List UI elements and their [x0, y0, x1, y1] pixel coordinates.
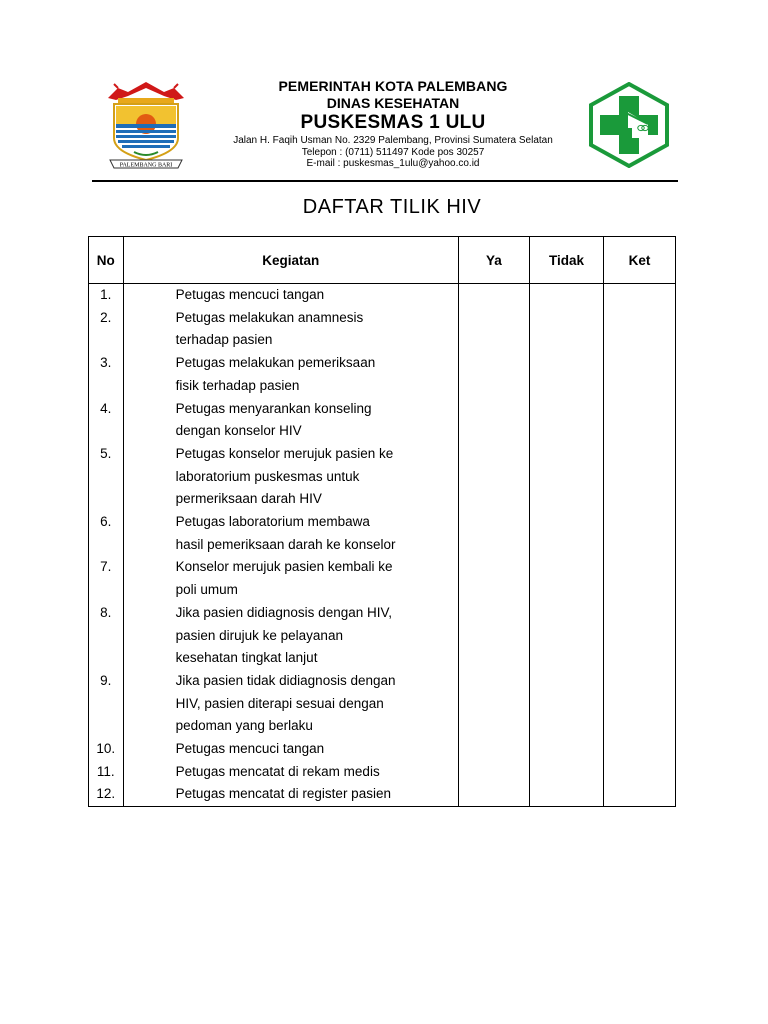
- check-cell-tidak[interactable]: [530, 556, 604, 601]
- activity-cell: [123, 602, 458, 670]
- phone-line: Telepon : (0711) 511497 Kode pos 30257: [301, 146, 485, 158]
- check-cell-tidak[interactable]: [530, 602, 604, 670]
- activity-cell: [123, 783, 458, 806]
- row-number: 10.: [89, 738, 124, 761]
- check-cell-ya[interactable]: [458, 352, 529, 397]
- row-number: 6.: [89, 511, 124, 556]
- table-row: [89, 556, 676, 601]
- activity-text-line: Petugas melakukan pemeriksaan: [175, 355, 376, 371]
- activity-cell: [123, 511, 458, 556]
- table-row: [89, 761, 676, 784]
- check-cell-ket[interactable]: [603, 443, 675, 511]
- check-cell-ya[interactable]: [458, 783, 529, 806]
- puskesmas-cross-icon: [588, 82, 670, 168]
- activity-text-line: Petugas melakukan anamnesis: [175, 309, 364, 325]
- row-number: 5.: [89, 443, 124, 511]
- activity-text-line: Petugas mencuci tangan: [175, 741, 325, 757]
- activity-text-line: pedoman yang berlaku: [175, 718, 313, 734]
- activity-text-line: dengan konselor HIV: [175, 423, 302, 439]
- check-cell-ya[interactable]: [458, 738, 529, 761]
- check-cell-tidak[interactable]: [530, 443, 604, 511]
- table-row: [89, 670, 676, 738]
- activity-cell: [123, 443, 458, 511]
- table-row: [89, 398, 676, 443]
- activity-text-line: Petugas mencatat di register pasien: [175, 786, 391, 802]
- check-cell-ya[interactable]: [458, 761, 529, 784]
- check-cell-ket[interactable]: [603, 761, 675, 784]
- institution-name: PUSKESMAS 1 ULU: [300, 112, 486, 133]
- activity-text-line: Petugas mencatat di rekam medis: [175, 763, 380, 779]
- column-header-no: No: [89, 237, 124, 284]
- activity-text-line: pasien dirujuk ke pelayanan: [175, 627, 343, 643]
- table-header-row: [89, 237, 676, 284]
- activity-text-line: Petugas mencuci tangan: [175, 287, 325, 302]
- table-row: [89, 511, 676, 556]
- check-cell-ket[interactable]: [603, 511, 675, 556]
- letterhead-text: [200, 78, 586, 170]
- check-cell-ket[interactable]: [603, 307, 675, 352]
- letterhead-divider: [92, 180, 678, 182]
- activity-text-line: Petugas konselor merujuk pasien ke: [175, 445, 394, 461]
- check-cell-ket[interactable]: [603, 556, 675, 601]
- column-header-ya: Ya: [458, 237, 529, 284]
- activity-text-line: kesehatan tingkat lanjut: [175, 650, 318, 666]
- table-row: [89, 443, 676, 511]
- activity-text-line: laboratorium puskesmas untuk: [175, 468, 360, 484]
- activity-text-line: HIV, pasien diterapi sesuai dengan: [175, 695, 384, 711]
- check-cell-tidak[interactable]: [530, 738, 604, 761]
- check-cell-tidak[interactable]: [530, 398, 604, 443]
- check-cell-tidak[interactable]: [530, 307, 604, 352]
- row-number: 3.: [89, 352, 124, 397]
- row-number: 9.: [89, 670, 124, 738]
- check-cell-ya[interactable]: [458, 511, 529, 556]
- letterhead: [0, 0, 768, 185]
- check-cell-tidak[interactable]: [530, 284, 604, 307]
- checklist-table: [88, 236, 676, 807]
- check-cell-tidak[interactable]: [530, 761, 604, 784]
- activity-text-line: hasil pemeriksaan darah ke konselor: [175, 536, 396, 552]
- activity-cell: [123, 670, 458, 738]
- svg-text:PALEMBANG BARI: PALEMBANG BARI: [119, 162, 173, 169]
- row-number: 1.: [89, 284, 124, 307]
- check-cell-ya[interactable]: [458, 307, 529, 352]
- check-cell-ya[interactable]: [458, 443, 529, 511]
- activity-cell: [123, 398, 458, 443]
- check-cell-ket[interactable]: [603, 398, 675, 443]
- activity-cell: [123, 284, 458, 307]
- check-cell-ya[interactable]: [458, 602, 529, 670]
- check-cell-ket[interactable]: [603, 783, 675, 806]
- check-cell-ket[interactable]: [603, 670, 675, 738]
- activity-cell: [123, 307, 458, 352]
- document-title: DAFTAR TILIK HIV: [302, 196, 482, 218]
- table-row: [89, 352, 676, 397]
- check-cell-ket[interactable]: [603, 602, 675, 670]
- row-number: 11.: [89, 761, 124, 784]
- activity-text-line: terhadap pasien: [175, 332, 273, 348]
- row-number: 2.: [89, 307, 124, 352]
- check-cell-ket[interactable]: [603, 738, 675, 761]
- government-name: PEMERINTAH KOTA PALEMBANG: [278, 78, 508, 94]
- column-header-tidak: Tidak: [530, 237, 604, 284]
- table-row: [89, 602, 676, 670]
- email-line: E-mail : puskesmas_1ulu@yahoo.co.id: [306, 158, 480, 169]
- activity-text-line: Konselor merujuk pasien kembali ke: [175, 559, 393, 575]
- activity-cell: [123, 352, 458, 397]
- check-cell-ya[interactable]: [458, 670, 529, 738]
- row-number: 7.: [89, 556, 124, 601]
- activity-text-line: Petugas laboratorium membawa: [175, 514, 370, 530]
- check-cell-tidak[interactable]: [530, 670, 604, 738]
- table-row: [89, 307, 676, 352]
- column-header-ket: Ket: [603, 237, 675, 284]
- check-cell-ket[interactable]: [603, 352, 675, 397]
- activity-cell: [123, 761, 458, 784]
- activity-text-line: poli umum: [175, 582, 238, 598]
- check-cell-tidak[interactable]: [530, 511, 604, 556]
- activity-cell: [123, 556, 458, 601]
- column-header-kegiatan: Kegiatan: [123, 237, 458, 284]
- activity-text-line: Jika pasien tidak didiagnosis dengan: [175, 672, 396, 688]
- check-cell-ya[interactable]: [458, 284, 529, 307]
- palembang-city-emblem-icon: [104, 80, 188, 172]
- activity-text-line: Petugas menyarankan konseling: [175, 400, 372, 416]
- activity-cell: [123, 738, 458, 761]
- row-number: 8.: [89, 602, 124, 670]
- table-row: [89, 783, 676, 806]
- check-cell-ya[interactable]: [458, 556, 529, 601]
- department-name: DINAS KESEHATAN: [326, 95, 460, 111]
- check-cell-tidak[interactable]: [530, 783, 604, 806]
- row-number: 4.: [89, 398, 124, 443]
- check-cell-ya[interactable]: [458, 398, 529, 443]
- activity-text-line: Jika pasien didiagnosis dengan HIV,: [175, 604, 392, 620]
- address-line: Jalan H. Faqih Usman No. 2329 Palembang, Provinsi Sumatera Selatan: [233, 135, 553, 146]
- table-row: [89, 738, 676, 761]
- activity-text-line: fisik terhadap pasien: [175, 377, 300, 393]
- row-number: 12.: [89, 783, 124, 806]
- table-row: [89, 284, 676, 307]
- check-cell-ket[interactable]: [603, 284, 675, 307]
- activity-text-line: permeriksaan darah HIV: [175, 491, 322, 507]
- check-cell-tidak[interactable]: [530, 352, 604, 397]
